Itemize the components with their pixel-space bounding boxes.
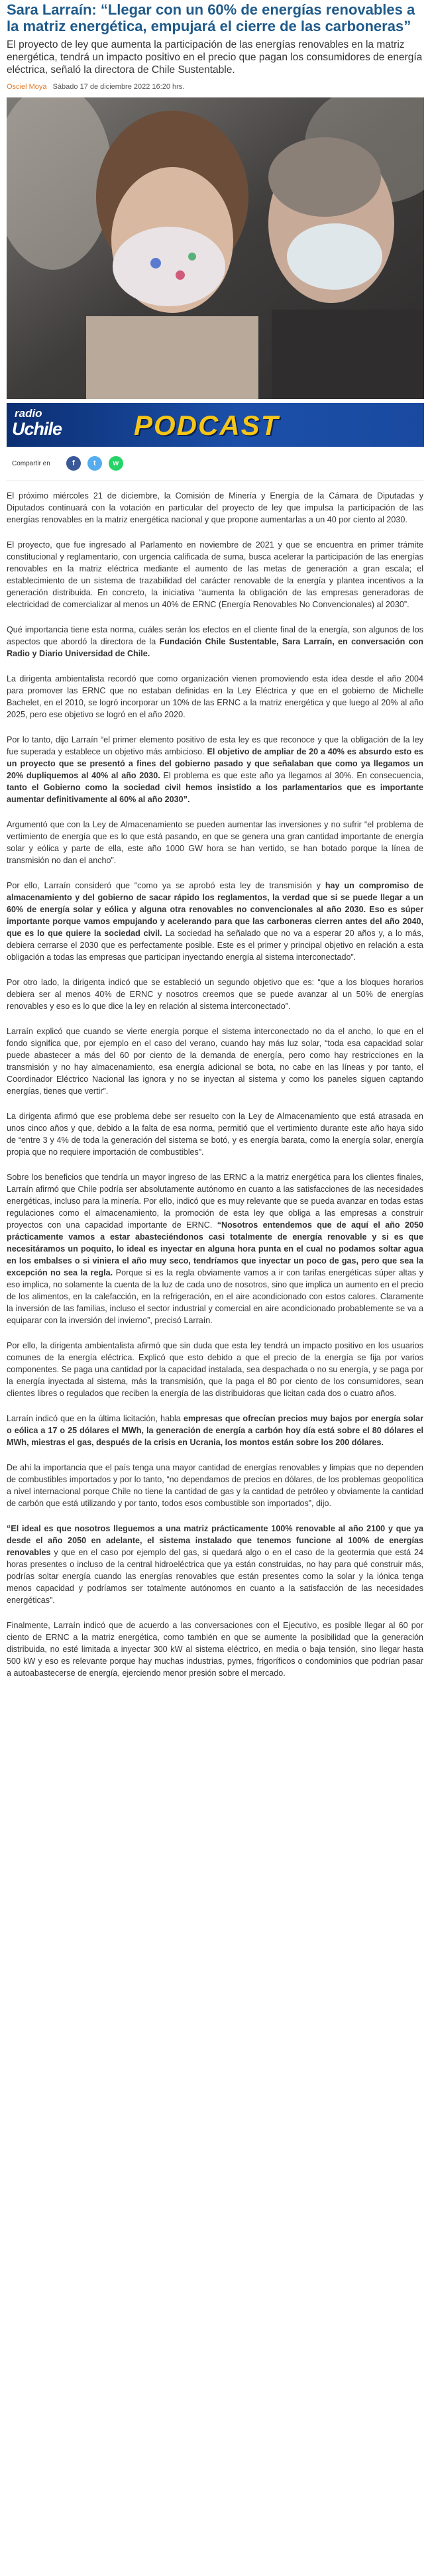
article-paragraph xyxy=(7,1340,423,1399)
paragraph-text: Larraín indicó que en la última licitación, habla xyxy=(7,1414,184,1423)
share-bar xyxy=(7,447,423,481)
bold-text: Fundación Chile Sustentable, Sara Larraín, en conversación con Radio y Diario Universidad de Chile. xyxy=(7,637,423,658)
share-label: Compartir en xyxy=(12,459,50,467)
bold-text: “Nosotros entendemos que de aquí el año 2050 prácticamente vamos a estar abasteciéndonos casi totalmente de energía renovable y si es que necesitáramos un poquito, lo ideal es inyectar en alguna hora punta en el cual no podamos soltar agua en los embalses o si viniera el año muy seco, tendríamos que inyectar un poco de gas, pero que sea la excepción no sea la regla. xyxy=(7,1220,423,1277)
podcast-banner[interactable] xyxy=(7,403,424,447)
bold-text: El objetivo de ampliar de 20 a 40% es absurdo esto es un proyecto que se presentó a fines del gobierno pasado y que señalaban que como ya llegamos un 20% dupliquemos al 40% al año 2030. xyxy=(7,747,423,780)
article-paragraph xyxy=(7,539,423,611)
whatsapp-icon[interactable]: w xyxy=(109,456,123,471)
article-paragraph xyxy=(7,1619,423,1679)
paragraph-text: El próximo miércoles 21 de diciembre, la Comisión de Minería y Energía de la Cámara de Diputadas y Diputados continuará con la votación en particular del proyecto de ley que impulsa la participación de las energías renovables en la matriz energética nacional y que propone aumentarlas a un 40 por ciento al 2030. xyxy=(7,491,423,524)
article-paragraph xyxy=(7,880,423,963)
article-meta xyxy=(7,83,423,91)
author-link[interactable]: Osciel Moya xyxy=(7,83,47,91)
paragraph-text: Qué importancia tiene esta norma, cuáles serán los efectos en el cliente final de la energía, son algunos de los aspectos que abordó la directora de la xyxy=(7,625,423,646)
paragraph-text: De ahí la importancia que el país tenga una mayor cantidad de energías renovables y limpias que no dependen de combustibles importados y por lo tanto, “no dependamos de precios en dólares, de los problemas geopolítica a nivel internacional porque Chile no tiene la cantidad de gas y la cantidad de petróleo y obviamente la cantidad de carbón que está utilizando y por tanto, todos esos combustible son importados”, dijo. xyxy=(7,1463,423,1508)
article-paragraph xyxy=(7,1523,423,1606)
bold-text: empresas que ofrecían precios muy bajos por energía solar o eólica a 17 o 25 dólares el MWh, la generación de energía a carbón hoy día está sobre el 80 dólares el MWh, miestras el gas, después de la crisis en Ucrania, los montos están sobre los 200 dólares. xyxy=(7,1414,423,1447)
photo-illustration xyxy=(7,97,424,399)
bold-text: “El ideal es que nosotros lleguemos a una matriz prácticamente 100% renovable al año 2100 y que ya desde el año 2050 en adelante, el sistema instalado que tenemos funcione al 100% de energías renovables xyxy=(7,1524,423,1557)
banner-uchile-text: Uchile xyxy=(12,419,62,439)
paragraph-text: La dirigenta ambientalista recordó que como organización vienen promoviendo esta idea desde el año 2004 para promover las ERNC que no estaban definidas en la Ley Eléctrica y que en el gobierno de Michelle Bachelet, en el 2010, se logró incorporar un 10% de las ERNC a la matriz energética y que luego al 20% al año 2025, pero ese objetivo se logró en el año 2020. xyxy=(7,674,423,719)
article-title: Sara Larraín: “Llegar con un 60% de energías renovables a la matriz energética, empujará el cierre de las carboneras” xyxy=(7,1,415,34)
paragraph-text: Finalmente, Larraín indicó que de acuerdo a las conversaciones con el Ejecutivo, es posible llegar al 60 por ciento de ERNC a la matriz energética, como también en que se aumente la posibilidad que la generación distribuida, no esté limitada a inyectar 300 kW al sistema eléctrico, en media o baja tensión, sino llegar hasta 500 kW y eso es relevante porque hay muchas industrias, pymes, frigoríficos o condominios que podrían pasar a autoabastecerse de energía, ejerciendo menor presión sobre el mercado. xyxy=(7,1621,423,1678)
paragraph-text: Por ello, la dirigenta ambientalista afirmó que sin duda que esta ley tendrá un impacto positivo en los usuarios comunes de la energía eléctrica. Explicó que esto debido a que el precio de la energía se fija por varios componentes. Se paga una cantidad por la capacidad instalada, sea despachada o no su energía, y se paga por la energía inyectada al sistema, más la transmisión, que la paga el 80 por ciento de los consumidores, sean clientes libres o regulados que reciben la energía de las distribuidoras que licitan cada dos o cuatro años. xyxy=(7,1341,423,1398)
paragraph-text: La sociedad ha señalado que no va a esperar 20 años y, a lo más, debiera cerrarse el 2030 que es perfectamente posible. Este es el primer y principal objetivo en relación a esta obligación a todas las empresas que participan inyectando energía al sistema interconectado”. xyxy=(7,929,423,962)
twitter-icon[interactable]: t xyxy=(87,456,102,471)
banner-radio-text: radio xyxy=(15,407,42,420)
article-body xyxy=(7,481,423,1679)
paragraph-text: Porque si es la regla obviamente vamos a ir con tarifas energéticas súper altas y eso implica, no solamente la cuenta de la luz de cada uno de nosotros, sino que implica un aumento en el precio de los alimentos, en la calefacción, en la refrigeración, en el aire acondicionado con estos calores. Claramente la inversión de las familias, incluso el sector industrial y comercial en aire acondicionado probablemente se va a equiparar con la inversión del invierno”, precisó Larraín. xyxy=(7,1268,423,1325)
paragraph-text: Por ello, Larraín consideró que “como ya se aprobó esta ley de transmisión y xyxy=(7,881,325,890)
article-lead: El proyecto de ley que aumenta la participación de las energías renovables en la matriz energética, tendrá un impacto positivo en el precio que pagan los consumidores de energía eléctrica, señaló la directora de Chile Sustentable. xyxy=(7,39,423,76)
paragraph-text: El problema es que este año ya llegamos al 30%. En consecuencia, xyxy=(160,771,423,780)
paragraph-text: Por otro lado, la dirigenta indicó que se estableció un segundo objetivo que es: “que a los bloques horarios debiera ser al menos 40% de ERNC y nosotros creemos que se puede avanzar al un 50% de energías renovables y eso es lo que dice la ley en relación al sistema interconectado”. xyxy=(7,978,423,1011)
article-paragraph xyxy=(7,976,423,1012)
paragraph-text: La dirigenta afirmó que ese problema debe ser resuelto con la Ley de Almacenamiento que está atrasada en unos cinco años y que, debido a la falta de esa norma, permitió que el vertimiento durante este año haya sido de “entre 3 y 4% de toda la generación del sistema se botó, y es energía barata, como la energía solar, energía propia que no requiere importación de combustibles”. xyxy=(7,1112,423,1157)
article-paragraph xyxy=(7,734,423,805)
article-paragraph xyxy=(7,1171,423,1326)
paragraph-text: Argumentó que con la Ley de Almacenamiento se pueden aumentar las inversiones y no sufrir “el problema de vertimiento de energía que es lo que está pasando, en que se genera una gran cantidad importante de energía solar y eólica y parte de ella, este año 1000 GW hora se han vertido, se han botado porque la línea de transmisión no dan el ancho”. xyxy=(7,820,423,865)
paragraph-text: Larraín explicó que cuando se vierte energía porque el sistema interconectado no da el ancho, lo que en el fondo significa que, por ejemplo en el caso del verano, cuando hay más luz solar, “toda esa capacidad solar puede abastecer a más del 60 por ciento de la demanda de energía, pero como hay restricciones en la transmisión y no hay almacenamiento, esa energía adicional se bota, no cabe en las líneas y por tanto, el Coordinador Eléctrico Nacional las ignora y no se inyectan al sistema y como los paneles siguen captando energías, tienes que vertir”. xyxy=(7,1027,423,1096)
paragraph-text: El proyecto, que fue ingresado al Parlamento en noviembre de 2021 y que se encuentra en primer trámite constitucional y reglamentario, con urgencia calificada de suma, busca acelerar la participación de las energías renovables en la matriz eléctrica mediante el aumento de las metas de generación a gran escala; el establecimiento de un sistema de trazabilidad del carácter renovable de la energía y plantea incentivos a la generación distribuida. En concreto, la iniciativa “aumenta la obligación de las empresas generadoras de electricidad de comercializar al menos un 40% de ERNC (Energía Renovables No Convencionales) al 2030”. xyxy=(7,540,423,609)
article-paragraph xyxy=(7,1110,423,1158)
article-paragraph xyxy=(7,1413,423,1448)
article-paragraph xyxy=(7,819,423,866)
paragraph-text: Sobre los beneficios que tendría un mayor ingreso de las ERNC a la matriz energética para los clientes finales, Larraín afirmó que Chile podría ser absolutamente autónomo en cuanto a las satisfacciones de las necesidades energéticas, incluso para la minería. Por ello, indicó que es muy relevante que se pueda avanzar en todas estas regulaciones como el almacenamiento, la promoción de esta ley que obliga a las empresas a construir proyectos con una capacidad importante de ERNC. xyxy=(7,1173,423,1230)
article-photo xyxy=(7,97,424,399)
paragraph-text: Por lo tanto, dijo Larraín “el primer elemento positivo de esta ley es que reconoce y que la obligación de la ley fue superada y establece un objetivo más ambicioso. xyxy=(7,735,423,756)
publish-date: Sábado 17 de diciembre 2022 16:20 hrs. xyxy=(52,83,185,91)
article-paragraph xyxy=(7,673,423,721)
facebook-icon[interactable]: f xyxy=(66,456,81,471)
banner-podcast-text: PODCAST xyxy=(134,410,280,441)
article-paragraph xyxy=(7,490,423,526)
article-paragraph xyxy=(7,624,423,660)
article-paragraph xyxy=(7,1462,423,1509)
paragraph-text: y que en el caso por ejemplo del gas, si quedará algo o en el caso de la geotermia que está 24 horas presentes o incluso de la central hidroeléctrica que ya están construidas, no hay para qué construir más, podrías soltar energía cuando las energías renovables que están presentes como la solar y la iónica tenga menos capacidad y podríamos ser totalmente autónomos en cuanto a la satisfacción de las necesidades energéticas”. xyxy=(7,1548,423,1605)
bold-text: hay un compromiso de almacenamiento y del gobierno de sacar rápido los reglamentos, la verdad que si se puede llegar a un 60% de energía solar y eólica y alguna otra renovables no convencionales al año 2030. Eso es súper importante porque vamos empujando y acelerando para que las carboneras cierren antes del año 2040, que es lo que quiere la sociedad civil. xyxy=(7,881,423,938)
article-paragraph xyxy=(7,1025,423,1097)
bold-text: tanto el Gobierno como la sociedad civil hemos insistido a los parlamentarios que es importante aumentar definitivamente al 60% al año 2030”. xyxy=(7,783,423,804)
